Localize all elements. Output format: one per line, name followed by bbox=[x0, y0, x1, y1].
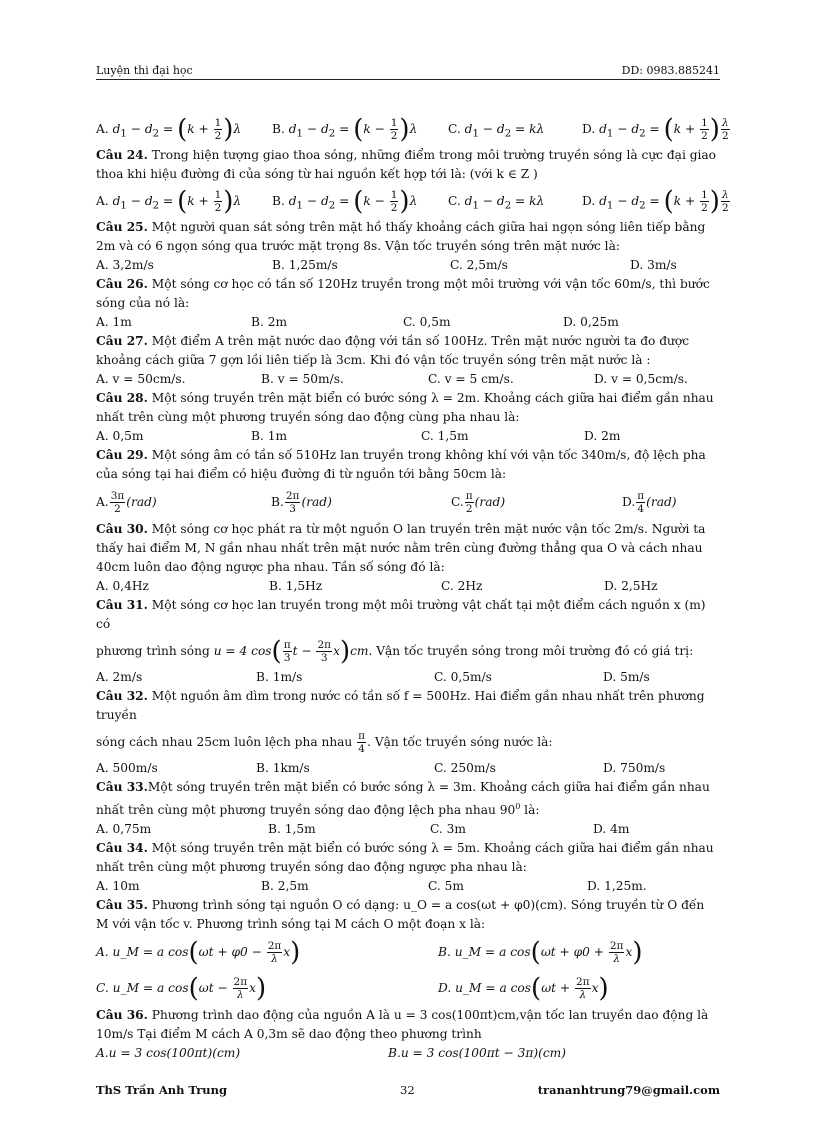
q32-option-a: A. 500m/s bbox=[96, 761, 158, 775]
q27-option-b: B. v = 50m/s. bbox=[261, 372, 344, 386]
q33-stem: Câu 33.Một sóng truyền trên mặt biển có bước sóng λ = 3m. Khoảng cách giữa hai điểm gần nhau nhất trên cùng một phương truyền sóng dao động lệch pha nhau $90^0$ là: bbox=[96, 780, 710, 818]
q36-stem: Câu 36. Phương trình dao động của nguồn A là u = 3 cos(100πt)cm,vận tốc lan truyền dao động là 10m/s Tại điểm M cách A 0,3m sẽ dao động theo phương trình bbox=[96, 1008, 709, 1042]
q32-option-d: D. 750m/s bbox=[603, 761, 666, 775]
q36-options bbox=[96, 1044, 720, 1063]
q23-option-c: C. $d_1 - d_2 = k\lambda$ bbox=[448, 122, 545, 140]
q31-option-b: B. 1m/s bbox=[256, 670, 303, 684]
q30-options bbox=[96, 577, 720, 596]
q24-option-c: C. $d_1 - d_2 = k\lambda$ bbox=[448, 194, 545, 212]
q29-option-c: C. $\frac{\pi}{2}$ (rad) bbox=[451, 490, 506, 515]
q28-options bbox=[96, 427, 720, 446]
q23-option-a: A. $d_1 - d_2 = (k$ + $\frac{1}{2}$ )λ bbox=[96, 114, 242, 145]
q26-option-d: D. 0,25m bbox=[563, 315, 619, 329]
q32-options bbox=[96, 759, 720, 778]
q31-option-a: A. 2m/s bbox=[96, 670, 143, 684]
q32-stem-line2 bbox=[96, 725, 720, 759]
q31-equation-line bbox=[96, 634, 720, 668]
q29-option-b: B. $\frac{2\pi}{3}$ (rad) bbox=[271, 490, 332, 515]
q35-options-cd bbox=[96, 970, 720, 1006]
q29-option-d: D. $\frac{\pi}{4}$ (rad) bbox=[622, 490, 677, 515]
q25-stem: Câu 25. Một người quan sát sóng trên mặt hồ thấy khoảng cách giữa hai ngọn sóng liên tiếp bằng 2m và có 6 ngọn sóng qua trước mặt trọng 8s. Vận tốc truyền sóng trên mặt nước là: bbox=[96, 220, 706, 253]
q23-option-d: D. $d_1 - d_2 = (k$ + $\frac{1}{2}$ ) $\frac{\lambda}{2}$ bbox=[582, 114, 729, 145]
q34-option-c: C. 5m bbox=[428, 879, 464, 894]
q25-option-b: B. 1,25m/s bbox=[272, 258, 338, 272]
q31-options bbox=[96, 668, 720, 687]
q28-option-d: D. 2m bbox=[584, 429, 621, 443]
q31-stem: Câu 31. Một sóng cơ học lan truyền trong một môi trường vật chất tại một điểm cách nguồn x (m) có bbox=[96, 598, 706, 631]
q32-stem: Câu 32. Một nguồn âm dìm trong nước có tần số f = 500Hz. Hai điểm gần nhau nhất trên phương truyền bbox=[96, 689, 705, 722]
q30-option-d: D. 2,5Hz bbox=[604, 579, 658, 593]
q29-stem: Câu 29. Một sóng âm có tần số 510Hz lan truyền trong không khí với vận tốc 340m/s, độ lệch pha của sóng tại hai điểm có hiệu đường đi từ nguồn tới bằng 50cm là: bbox=[96, 448, 706, 481]
q24-option-a: A. $d_1 - d_2 = (k$ + $\frac{1}{2}$ )λ bbox=[96, 186, 242, 217]
q34-option-b: B. 2,5m bbox=[261, 879, 309, 894]
q26-option-a: A. 1m bbox=[96, 315, 132, 329]
q36-option-b: B.u = 3 cos(100πt − 3π)(cm) bbox=[388, 1046, 566, 1061]
q24-options bbox=[96, 184, 729, 218]
q27-option-d: D. v = 0,5cm/s. bbox=[594, 372, 688, 386]
q32-option-b: B. 1km/s bbox=[256, 761, 310, 775]
q26-option-b: B. 2m bbox=[251, 315, 288, 329]
q31-option-c: C. 0,5m/s bbox=[434, 670, 492, 684]
q29-option-a: A. $\frac{3\pi}{2}$ (rad) bbox=[96, 490, 157, 515]
q26-stem: Câu 26. Một sóng cơ học có tần số 120Hz truyền trong một môi trường với vận tốc 60m/s, thì bước sóng của nó là: bbox=[96, 277, 710, 310]
q28-option-b: B. 1m bbox=[251, 429, 288, 443]
q23-option-b: B. $d_1 - d_2 = (k$ − $\frac{1}{2}$ )λ bbox=[272, 114, 418, 145]
q23-options bbox=[96, 112, 729, 146]
q27-option-a: A. v = 50cm/s. bbox=[96, 372, 186, 386]
q25-option-d: D. 3m/s bbox=[630, 258, 677, 272]
q34-stem: Câu 34. Một sóng truyền trên mặt biển có bước sóng λ = 5m. Khoảng cách giữa hai điểm gần nhau nhất trên cùng một phương truyền sóng dao động ngược pha nhau là: bbox=[96, 841, 714, 875]
q35-stem: Câu 35. Phương trình sóng tại nguồn O có dạng: u_O = a cos(ωt + φ0)(cm). Sóng truyền từ O đến M với vận tốc v. Phương trình sóng tại M cách O một đoạn x là: bbox=[96, 898, 705, 932]
q27-option-c: C. v = 5 cm/s. bbox=[428, 372, 514, 386]
q24-option-d: D. $d_1 - d_2 = (k$ + $\frac{1}{2}$ ) $\frac{\lambda}{2}$ bbox=[582, 186, 729, 217]
q35-option-d: D. u_M = a cos(ωt + $\frac{2\pi}{\lambda}$ x) bbox=[438, 973, 609, 1004]
q28-option-c: C. 1,5m bbox=[421, 429, 469, 443]
header-phone: DD: 0983.885241 bbox=[621, 64, 720, 77]
q30-stem: Câu 30. Một sóng cơ học phát ra từ một nguồn O lan truyền trên mặt nước vận tốc 2m/s. Người ta thấy hai điểm M, N gần nhau nhất trên mặt nước nằm trên cùng đường thẳng qua O và cách nhau 40cm luôn dao động ngược pha nhau. Tần số sóng đó là: bbox=[96, 522, 706, 574]
q34-option-d: D. 1,25m. bbox=[587, 879, 647, 894]
q25-option-c: C. 2,5m/s bbox=[450, 258, 508, 272]
q36-option-a: A.u = 3 cos(100πt)(cm) bbox=[96, 1046, 241, 1061]
q24-option-b: B. $d_1 - d_2 = (k$ − $\frac{1}{2}$ )λ bbox=[272, 186, 418, 217]
q24-stem: Câu 24. Trong hiện tượng giao thoa sóng, những điểm trong môi trường truyền sóng là cực đại giao thoa khi hiệu đường đi của sóng từ hai nguồn kết hợp tới là: (với k ∈ Z ) bbox=[96, 148, 717, 181]
q34-option-a: A. 10m bbox=[96, 879, 140, 894]
q33-option-d: D. 4m bbox=[593, 822, 630, 837]
q35-option-b: B. u_M = a cos(ωt + φ0 + $\frac{2\pi}{\lambda}$ x) bbox=[438, 937, 643, 968]
q27-options bbox=[96, 370, 720, 389]
q29-options bbox=[96, 484, 720, 520]
q32-option-c: C. 250m/s bbox=[434, 761, 496, 775]
q32-phase-text: sóng cách nhau 25cm luôn lệch pha nhau $\frac{\pi}{4}$ . Vận tốc truyền sóng nước là: bbox=[96, 730, 553, 755]
page-header bbox=[96, 63, 720, 80]
question-list bbox=[96, 112, 729, 1063]
q25-options bbox=[96, 256, 720, 275]
q25-option-a: A. 3,2m/s bbox=[96, 258, 154, 272]
q31-option-d: D. 5m/s bbox=[603, 670, 650, 684]
q30-option-b: B. 1,5Hz bbox=[269, 579, 323, 593]
q33-option-b: B. 1,5m bbox=[268, 822, 316, 837]
q35-option-c: C. u_M = a cos(ωt − $\frac{2\pi}{\lambda}$ x) bbox=[96, 973, 267, 1004]
q35-options-ab bbox=[96, 934, 720, 970]
q33-options bbox=[96, 820, 720, 839]
q28-stem: Câu 28. Một sóng truyền trên mặt biển có bước sóng λ = 2m. Khoảng cách giữa hai điểm gần nhau nhất trên cùng một phương truyền sóng dao động cùng pha nhau là: bbox=[96, 391, 714, 424]
q26-options bbox=[96, 313, 720, 332]
q26-option-c: C. 0,5m bbox=[403, 315, 451, 329]
q33-option-a: A. 0,75m bbox=[96, 822, 152, 837]
q35-option-a: A. u_M = a cos(ωt + φ0 − $\frac{2\pi}{\lambda}$ x) bbox=[96, 937, 301, 968]
q34-options bbox=[96, 877, 720, 896]
q30-option-c: C. 2Hz bbox=[441, 579, 483, 593]
q27-stem: Câu 27. Một điểm A trên mặt nước dao động với tần số 100Hz. Trên mặt nước người ta đo được khoảng cách giữa 7 gợn lồi liên tiếp là 3cm. Khi đó vận tốc truyền sóng trên mặt nước là : bbox=[96, 334, 690, 367]
footer-author: ThS Trần Anh Trung bbox=[96, 1083, 228, 1097]
page-number: 32 bbox=[400, 1083, 415, 1097]
q30-option-a: A. 0,4Hz bbox=[96, 579, 149, 593]
footer-email: trananhtrung79@gmail.com bbox=[537, 1083, 720, 1097]
q33-option-c: C. 3m bbox=[430, 822, 466, 837]
q28-option-a: A. 0,5m bbox=[96, 429, 144, 443]
q31-equation: phương trình sóng u = 4 cos( $\frac{\pi}{3}$ t − $\frac{2\pi}{3}$ x)cm. Vận tốc truyền sóng trong môi trường đó có giá trị: bbox=[96, 636, 694, 667]
header-title: Luyện thi đại học bbox=[96, 64, 193, 77]
